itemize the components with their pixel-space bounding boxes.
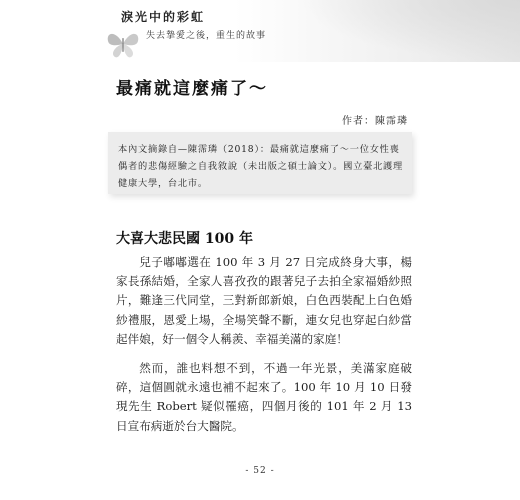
author-line: 作者：陳霈璘	[342, 116, 408, 127]
page-number: - 52 -	[245, 466, 275, 476]
section-heading: 大喜大悲民國 100 年	[116, 231, 253, 247]
source-note-text: 本內文摘錄自—陳霈璘（2018）：最痛就這麼痛了～一位女性喪偶者的悲傷經驗之自我敘說（未出版之碩士論文）。國立臺北護理健康大學，台北市。	[118, 144, 404, 189]
source-note-box	[108, 132, 412, 194]
body-paragraph: 兒子嘟嘟選在 100 年 3 月 27 日完成終身大事，楊家長孫結婚，全家人喜孜孜的跟著兒子去拍全家福婚紗照片，難逢三代同堂，三對新郎新娘，白色西裝配上白色婚紗禮服，恩愛上場，全場笑聲不斷，連女兒也穿起白紗當起伴娘，好一個令人稱羨、幸福美滿的家庭！	[116, 255, 412, 346]
book-title: 淚光中的彩虹	[121, 10, 206, 24]
header-gradient	[300, 0, 520, 62]
book-subtitle: 失去摯愛之後，重生的故事	[146, 31, 267, 41]
butterfly-icon	[104, 28, 142, 60]
body-paragraph: 然而，誰也料想不到，不過一年光景，美滿家庭破碎，這個圓就永遠也補不起來了。100 年 10 月 10 日發現先生 Robert 疑似罹癌，四個月後的 101 年 2 月 13 日宣布病逝於台大醫院。	[116, 361, 412, 433]
chapter-title: 最痛就這麼痛了～	[116, 79, 268, 99]
